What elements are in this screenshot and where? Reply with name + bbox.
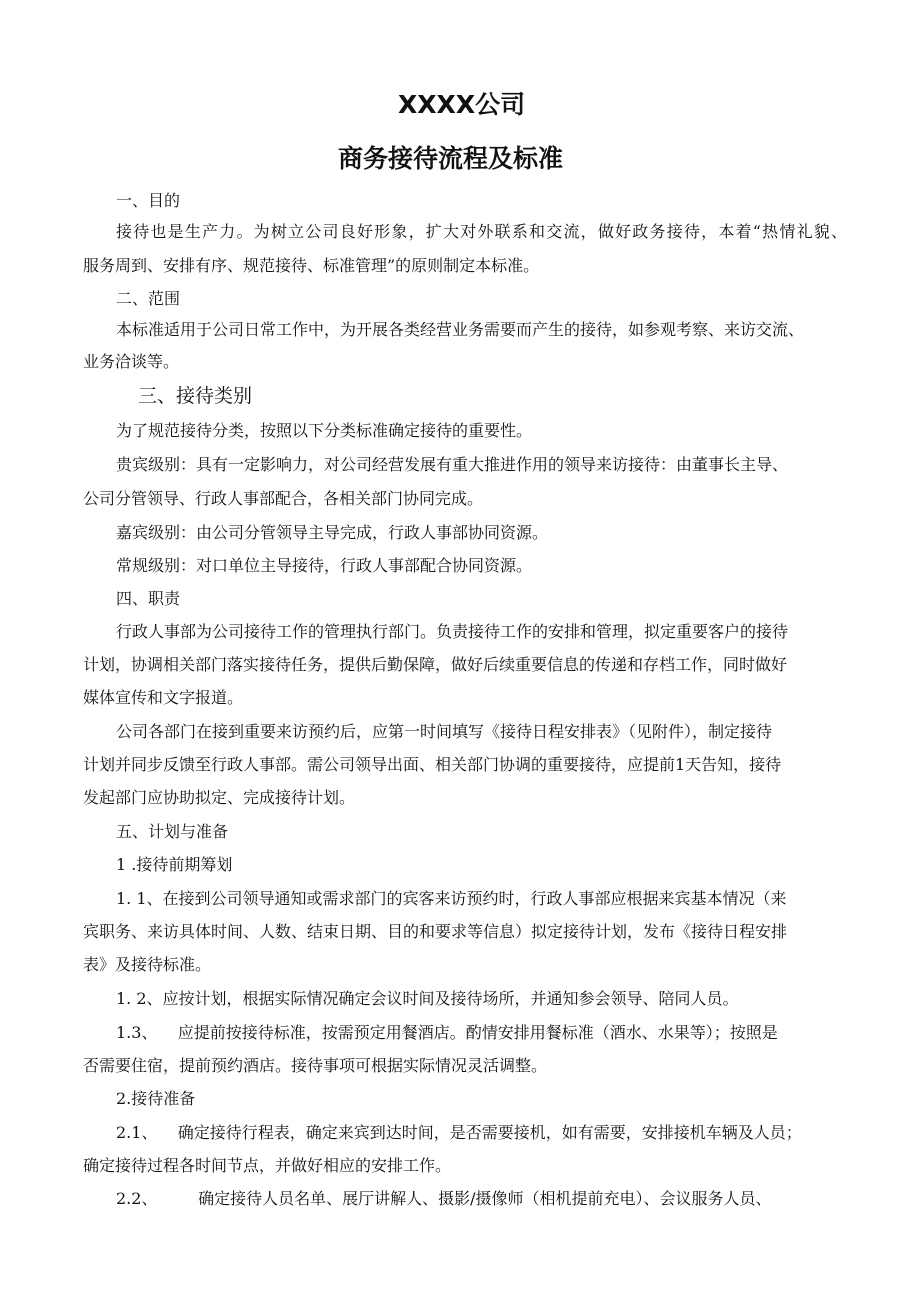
paragraph-line: 发起部门应协助拟定、完成接待计划。	[83, 788, 356, 807]
paragraph-line: 媒体宣传和文字报道。	[83, 688, 244, 707]
paragraph-line: 计划并同步反馈至行政人事部。需公司领导出面、相关部门协调的重要接待，应提前1天告知，接待	[83, 755, 782, 774]
paragraph-line: 1. 2、应按计划，根据实际情况确定会议时间及接待场所，并通知参会领导、陪同人员。	[116, 989, 739, 1008]
paragraph-line: 贵宾级别：具有一定影响力，对公司经营发展有重大推进作用的领导来访接待：由董事长主导、	[116, 455, 789, 474]
paragraph-line: 行政人事部为公司接待工作的管理执行部门。负责接待工作的安排和管理，拟定重要客户的接待	[116, 622, 789, 641]
paragraph-line: 表》及接待标准。	[83, 955, 212, 974]
paragraph-line: 常规级别：对口单位主导接待，行政人事部配合协同资源。	[116, 556, 533, 575]
paragraph-line: 本标准适用于公司日常工作中，为开展各类经营业务需要而产生的接待，如参观考察、来访交流、	[116, 320, 805, 339]
company-title: XXXX公司	[398, 90, 526, 119]
paragraph-line: 公司分管领导、行政人事部配合，各相关部门协同完成。	[83, 489, 484, 508]
paragraph-line: 确定接待过程各时间节点，并做好相应的安排工作。	[83, 1156, 452, 1175]
paragraph-line: 1.3、 应提前按接待标准，按需预定用餐酒店。酌情安排用餐标准（酒水、水果等）；按照是	[116, 1023, 778, 1042]
document-title: 商务接待流程及标准	[338, 144, 564, 173]
paragraph-line: 1. 1、在接到公司领导通知或需求部门的宾客来访预约时，行政人事部应根据来宾基本情况（来	[116, 889, 787, 908]
paragraph-line: 嘉宾级别：由公司分管领导主导完成，行政人事部协同资源。	[116, 523, 549, 542]
section-heading-duties: 四、职责	[116, 589, 181, 608]
paragraph-line: 2.2、 确定接待人员名单、展厅讲解人、摄影/摄像师（相机提前充电）、会议服务人员、	[116, 1189, 772, 1208]
subsection-heading: 1 .接待前期筹划	[116, 855, 233, 874]
paragraph-line: 宾职务、来访具体时间、人数、结束日期、目的和要求等信息）拟定接待计划，发布《接待日程安排	[83, 922, 788, 941]
paragraph-line: 否需要住宿，提前预约酒店。接待事项可根据实际情况灵活调整。	[83, 1056, 548, 1075]
paragraph-line: 为了规范接待分类，按照以下分类标准确定接待的重要性。	[116, 421, 533, 440]
paragraph-line: 业务洽谈等。	[83, 352, 180, 371]
section-heading-planning: 五、计划与准备	[116, 822, 229, 841]
paragraph-line: 2.1、 确定接待行程表，确定来宾到达时间，是否需要接机，如有需要，安排接机车辆及人员；	[116, 1123, 802, 1142]
paragraph-line: 计划，协调相关部门落实接待任务，提供后勤保障，做好后续重要信息的传递和存档工作，同时做好	[83, 655, 788, 674]
paragraph-line: 公司各部门在接到重要来访预约后，应第一时间填写《接待日程安排表》（见附件），制定接待	[116, 722, 773, 741]
section-heading-scope: 二、范围	[116, 289, 181, 308]
section-heading-categories: 三、接待类别	[138, 385, 253, 407]
section-heading-purpose: 一、目的	[116, 191, 181, 210]
subsection-heading: 2.接待准备	[116, 1089, 196, 1108]
paragraph-line: 服务周到、安排有序、规范接待、标准管理”的原则制定本标准。	[83, 256, 540, 275]
paragraph-line: 接待也是生产力。为树立公司良好形象，扩大对外联系和交流，做好政务接待，本着“热情礼貌、	[116, 222, 847, 241]
